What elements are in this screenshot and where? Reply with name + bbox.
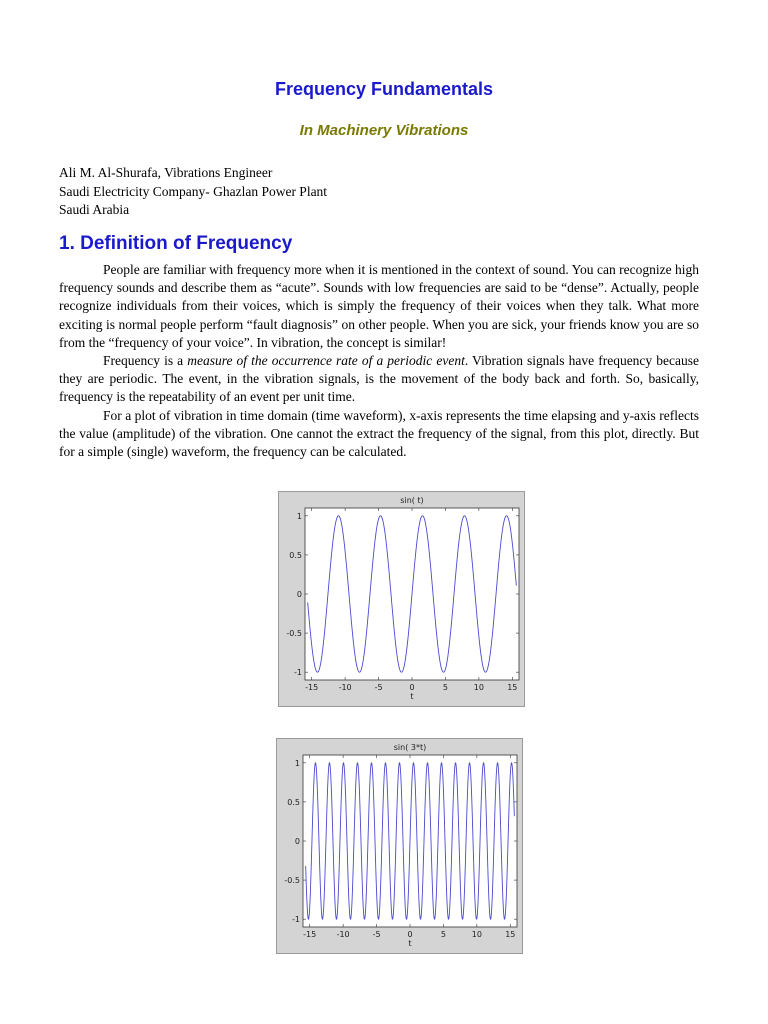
chart-sin-3t	[277, 739, 522, 953]
x-tick-label: 0	[409, 683, 415, 692]
document-title: Frequency Fundamentals	[274, 79, 494, 99]
chart-title: sin( t)	[400, 496, 424, 505]
y-tick-label: 1	[296, 511, 302, 521]
y-tick-label: 0	[294, 837, 300, 846]
y-tick-label: -1	[294, 668, 302, 678]
x-tick-label: -10	[336, 930, 350, 939]
x-axis-label: t	[408, 939, 412, 948]
x-tick-label: -15	[305, 683, 319, 692]
paragraph-2-end: . Vibration signals have frequency because they are periodic. The event, in the vibration signals, is the movement of the body back and forth. So, basically, frequency is the repeatability of an event per unit time.	[59, 353, 699, 405]
y-tick-label: 0.5	[289, 550, 302, 560]
y-tick-label: -0.5	[284, 876, 300, 886]
x-tick-label: 10	[473, 683, 484, 692]
y-tick-label: 1	[294, 758, 300, 768]
x-tick-label: -10	[338, 683, 352, 692]
y-tick-label: 0	[296, 590, 302, 599]
x-tick-label: 15	[505, 930, 516, 939]
section-body	[59, 261, 699, 461]
paragraph-2-start: Frequency is a	[103, 353, 188, 369]
paragraph-2	[59, 352, 699, 407]
author-name: Ali M. Al-Shurafa, Vibrations Engineer	[59, 165, 273, 180]
y-tick-label: -0.5	[286, 629, 302, 639]
author-block	[59, 164, 327, 220]
document-subtitle: In Machinery Vibrations	[299, 122, 469, 139]
x-tick-label: 5	[440, 930, 446, 939]
x-tick-label: 10	[471, 930, 482, 939]
paragraph-3: For a plot of vibration in time domain (time waveform), x-axis represents the time elapsing and y-axis reflects the value (amplitude) of the vibration. One cannot the extract the frequency of the signal, from this plot, directly. But for a simple (single) waveform, the frequency can be calculated.	[59, 407, 699, 460]
chart-title: sin( 3*t)	[393, 743, 427, 752]
x-tick-label: 0	[407, 930, 413, 939]
section-heading: 1. Definition of Frequency	[59, 233, 293, 254]
x-tick-label: -5	[374, 683, 383, 692]
x-tick-label: -5	[372, 930, 381, 939]
x-tick-label: -15	[303, 930, 317, 939]
x-tick-label: 5	[442, 683, 448, 692]
y-tick-label: 0.5	[287, 797, 300, 807]
x-tick-label: 15	[507, 683, 518, 692]
figure-sin-t	[278, 491, 525, 707]
y-tick-label: -1	[292, 915, 300, 925]
author-country: Saudi Arabia	[59, 202, 130, 217]
chart-sin-t	[279, 492, 524, 706]
figure-sin-3t	[276, 738, 523, 954]
x-axis-label: t	[410, 692, 414, 701]
paragraph-2-emphasis: measure of the occurrence rate of a periodic event	[187, 353, 465, 369]
paragraph-1: People are familiar with frequency more when it is mentioned in the context of sound. You can recognize high frequency sounds and describe them as “acute”. Sounds with low frequencies are said to be “dense”. Actually, people recognize individuals from their voices, which is simply the frequency of their voices when they talk. What more exciting is normal people perform “fault diagnosis” on other people. When you are sick, your friends know you are so from the “frequency of your voice”. In vibration, the concept is similar!	[59, 262, 699, 350]
author-affiliation: Saudi Electricity Company- Ghazlan Power Plant	[59, 183, 328, 199]
